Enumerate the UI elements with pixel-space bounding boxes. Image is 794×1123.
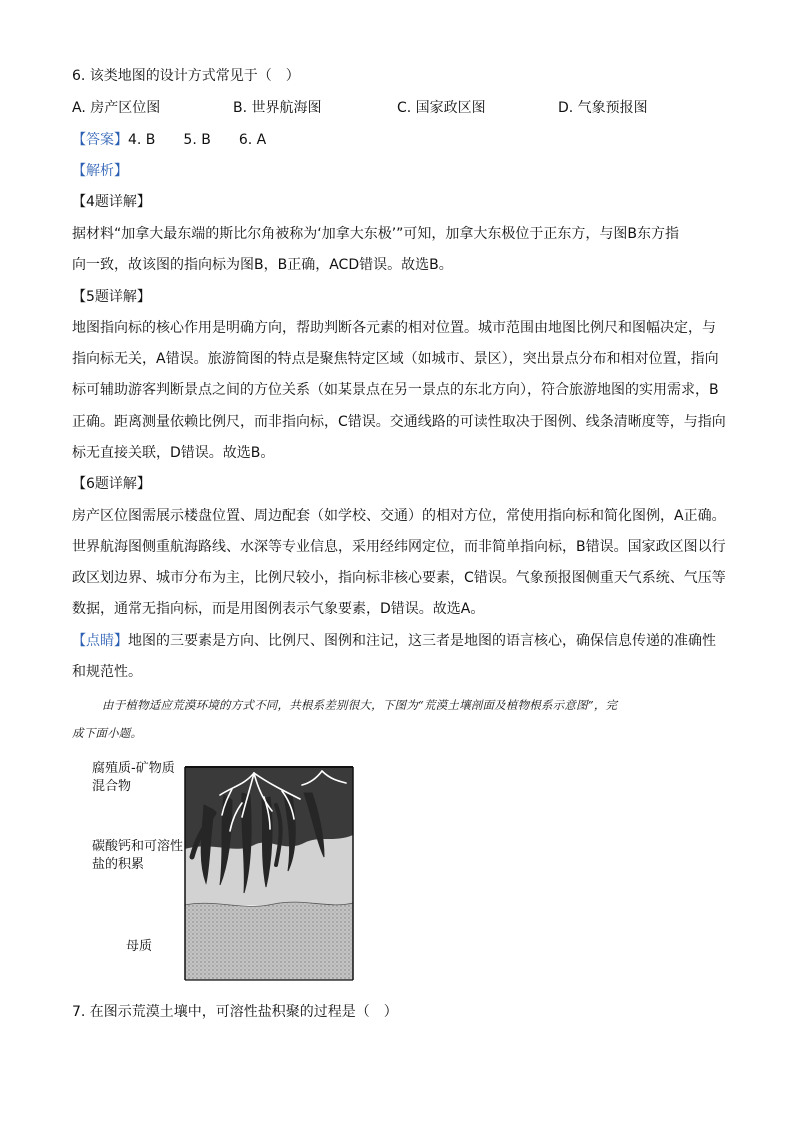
option-d: D. 气象预报图 [558,100,648,116]
option-a: A. 房产区位图 [72,100,161,116]
q6-heading: 【6题详解】 [72,476,151,492]
q4-line-2: 向一致，故该图的指向标为图B，B正确，ACD错误。故选B。 [72,257,453,273]
answer-tag: 【答案】 [72,132,128,148]
figure-label-salt-1: 碳酸钙和可溶性 [92,839,184,854]
q6-line-4: 数据，通常无指向标，而是用图例表示气象要素，D错误。故选A。 [72,601,485,617]
figure-label-parent-material: 母质 [126,939,153,954]
q5-heading: 【5题详解】 [72,289,151,305]
tip-text: 地图的三要素是方向、比例尺、图例和注记，这三者是地图的语言核心，确保信息传递的准确性 [128,633,716,649]
q5-line-3: 标可辅助游客判断景点之间的方位关系（如某景点在另一景点的东北方向），符合旅游地图的实用需求，B [72,382,719,398]
tip-tag: 【点睛】 [72,633,128,649]
q5-line-1: 地图指向标的核心作用是明确方向，帮助判断各元素的相对位置。城市范围由地图比例尺和图幅决定，与 [72,320,716,336]
answer-text: 4. B 5. B 6. A [128,132,267,148]
question-7-stem: 7. 在图示荒漠土壤中，可溶性盐积聚的过程是（ ） [72,1004,398,1020]
intro-line-2: 成下面小题。 [72,726,143,740]
q5-line-4: 正确。距离测量依赖比例尺，而非指向标，C错误。交通线路的可读性取决于图例、线条清晰度等，与指向 [72,414,726,430]
q6-line-1: 房产区位图需展示楼盘位置、周边配套（如学校、交通）的相对方位，常使用指向标和简化图例，A正确。 [72,508,726,524]
intro-line-1: 由于植物适应荒漠环境的方式不同，共根系差别很大，下图为“荒漠土壤剖面及植物根系示意图”，完 [102,698,618,712]
figure-label-salt-2: 盐的积累 [92,857,145,872]
q4-line-1: 据材料“加拿大最东端的斯比尔角被称为‘加拿大东极’”可知，加拿大东极位于正东方，与图B东方指 [72,226,680,242]
analysis-tag: 【解析】 [72,163,128,179]
q5-line-5: 标无直接关联，D错误。故选B。 [72,445,275,461]
option-c: C. 国家政区图 [397,100,486,116]
parent-material-layer [185,902,353,980]
q4-heading: 【4题详解】 [72,194,151,210]
q5-line-2: 指向标无关，A错误。旅游简图的特点是聚焦特定区域（如城市、景区），突出景点分布和相对位置，指向 [72,351,719,367]
tip-line-2: 和规范性。 [72,664,142,680]
tip-line-1 [72,631,716,651]
figure-label-humus-2: 混合物 [92,779,132,794]
q6-line-2: 世界航海图侧重航海路线、水深等专业信息，采用经纬网定位，而非简单指向标，B错误。国家政区图以行 [72,539,726,555]
option-b: B. 世界航海图 [233,100,322,116]
answer-line [72,130,266,150]
figure-label-humus-1: 腐殖质-矿物质 [92,761,175,776]
soil-profile-figure [184,765,354,982]
q6-line-3: 政区划边界、城市分布为主，比例尺较小，指向标非核心要素，C错误。气象预报图侧重天气系统、气压等 [72,570,726,586]
question-6-stem: 6. 该类地图的设计方式常见于（ ） [72,68,300,84]
